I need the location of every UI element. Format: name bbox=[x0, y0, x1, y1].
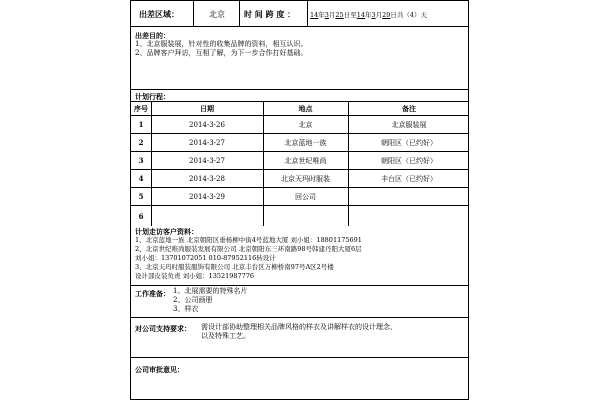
row-place bbox=[263, 206, 348, 226]
table-row bbox=[131, 134, 468, 152]
schedule-title-row bbox=[131, 90, 468, 102]
row-note: 朝阳区（已约好） bbox=[381, 156, 437, 165]
business-trip-form bbox=[130, 0, 469, 400]
client-line: 刘小姐：13701072051 010-87952116转设计 bbox=[135, 254, 276, 262]
approval-section bbox=[131, 358, 468, 400]
clients-section bbox=[131, 226, 468, 286]
row-date: 2014-3-29 bbox=[189, 192, 225, 201]
table-row bbox=[131, 188, 468, 206]
support-text: 以及特殊工艺。 bbox=[201, 332, 250, 340]
support-section bbox=[131, 318, 468, 358]
row-date: 2014-3-28 bbox=[189, 174, 225, 183]
purpose-section bbox=[131, 27, 468, 90]
region-label: 出差区域： bbox=[139, 9, 179, 19]
col-header-date: 日期 bbox=[200, 103, 214, 113]
row-no: 3 bbox=[138, 156, 144, 165]
support-title: 对公司支持要求： bbox=[135, 324, 191, 333]
client-line: 3、北京天玛时服装服饰有限公司 北京丰台区万柳桥南97号A区2号楼 bbox=[135, 263, 334, 271]
client-line: 设计部皮装负责 刘小姐：13521987776 bbox=[135, 272, 255, 280]
table-row bbox=[131, 116, 468, 134]
header-row bbox=[131, 0, 468, 27]
row-date: 2014-3-26 bbox=[189, 120, 225, 129]
row-note bbox=[348, 188, 470, 205]
row-place: 北京 bbox=[298, 120, 313, 129]
prep-title: 工作准备： bbox=[135, 289, 170, 298]
col-header-no: 序号 bbox=[134, 103, 148, 113]
prep-item: 3、样衣 bbox=[173, 305, 199, 313]
purpose-line: 1、北京服装展，针对性的收集品牌的资料，相互认识。 bbox=[135, 40, 308, 48]
table-row bbox=[131, 152, 468, 170]
prep-item: 2、公司画册 bbox=[173, 296, 213, 304]
row-no: 2 bbox=[138, 138, 144, 147]
row-note: 朝阳区（已约好） bbox=[381, 138, 437, 147]
row-no: 4 bbox=[138, 174, 144, 183]
time-span-label: 时 间 跨 度 ： bbox=[244, 9, 296, 19]
client-line: 1、北京蓝地一族 北京朝阳区垂杨柳中街4号蓝地大厦 刘小姐：18801175691 bbox=[135, 236, 362, 244]
table-row bbox=[131, 206, 468, 226]
row-note bbox=[348, 206, 470, 226]
row-place: 北京蓝地一族 bbox=[284, 138, 327, 147]
client-line: 2、北京世纪唯尚服装发展有限公司 北京朝阳东三环南路98号韩建丹阳大厦6层 bbox=[135, 245, 362, 253]
clients-title: 计划走访客户资料： bbox=[135, 227, 198, 236]
row-no: 6 bbox=[138, 211, 144, 221]
row-place: 回公司 bbox=[295, 192, 316, 201]
row-date: 2014-3-27 bbox=[189, 156, 225, 165]
row-no: 5 bbox=[138, 192, 144, 201]
row-note: 丰台区（已约好） bbox=[381, 174, 437, 183]
col-header-note: 备注 bbox=[402, 103, 416, 113]
purpose-line: 2、品牌客户拜访，互相了解，为下一步合作打好基础。 bbox=[135, 49, 308, 57]
schedule-title: 计划行程： bbox=[135, 92, 170, 101]
row-note: 北京服装展 bbox=[391, 120, 427, 129]
row-no: 1 bbox=[138, 120, 144, 129]
row-place: 北京天玛时服装 bbox=[281, 174, 330, 183]
schedule-table bbox=[131, 102, 468, 226]
table-row bbox=[131, 170, 468, 188]
table-header-row bbox=[131, 102, 468, 116]
row-date bbox=[151, 206, 263, 226]
purpose-title: 出差目的： bbox=[135, 31, 170, 40]
approval-title: 公司审批意见： bbox=[135, 365, 184, 374]
row-date: 2014-3-27 bbox=[189, 138, 225, 147]
support-text: 需设计部协助整理相关品牌风格的样衣及讲解样衣的设计理念， bbox=[201, 323, 397, 331]
row-place: 北京世纪唯尚 bbox=[284, 156, 327, 165]
region-value: 北京 bbox=[209, 10, 225, 19]
time-span-value: 14年3月25日至14年3月29日共（4）天 bbox=[310, 11, 428, 19]
prep-item: 1、北展需要的特殊名片 bbox=[173, 287, 248, 295]
prep-section bbox=[131, 286, 468, 318]
col-header-place: 地点 bbox=[298, 103, 313, 113]
